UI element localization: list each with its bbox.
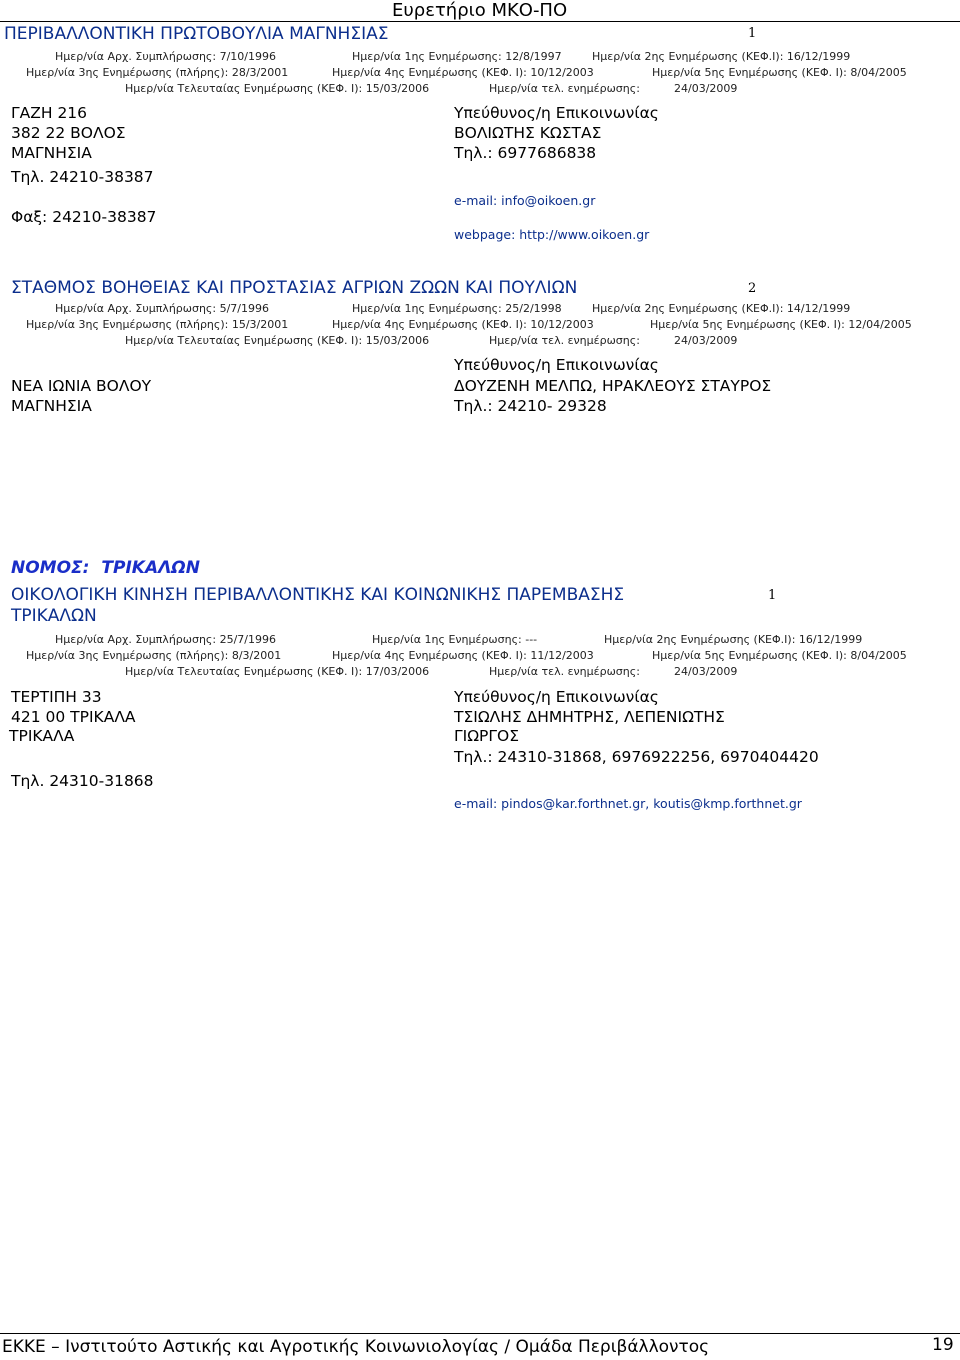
email-link[interactable]: e-mail: info@oikoen.gr <box>454 193 596 208</box>
address-line: 382 22 ΒΟΛΟΣ <box>11 124 126 142</box>
date-last-update: Ημερ/νία Τελευταίας Ενημέρωσης (ΚΕΦ. Ι): 17/03/2006 <box>125 665 430 678</box>
entry-title-line2: ΤΡΙΚΑΛΩΝ <box>11 606 97 626</box>
contact-name: ΒΟΛΙΩΤΗΣ ΚΩΣΤΑΣ <box>454 124 602 142</box>
date-update-1: Ημερ/νία 1ης Ενημέρωσης: 25/2/1998 <box>352 302 562 315</box>
date-final-label: Ημερ/νία τελ. ενημέρωσης: <box>489 665 640 678</box>
entry-number: 1 <box>768 588 777 603</box>
phone: Τηλ. 24210-38387 <box>11 168 154 186</box>
prefecture-heading <box>11 558 200 578</box>
date-initial: Ημερ/νία Αρχ. Συμπλήρωσης: 5/7/1996 <box>55 302 269 315</box>
date-update-3: Ημερ/νία 3ης Ενημέρωσης (πλήρης): 15/3/2001 <box>26 318 289 331</box>
date-final-label: Ημερ/νία τελ. ενημέρωσης: <box>489 334 640 347</box>
entry-title: ΣΤΑΘΜΟΣ ΒΟΗΘΕΙΑΣ ΚΑΙ ΠΡΟΣΤΑΣΙΑΣ ΑΓΡΙΩΝ ΖΩΩΝ ΚΑΙ ΠΟΥΛΙΩΝ <box>11 278 578 298</box>
date-update-3: Ημερ/νία 3ης Ενημέρωσης (πλήρης): 28/3/2001 <box>26 66 289 79</box>
date-initial: Ημερ/νία Αρχ. Συμπλήρωσης: 7/10/1996 <box>55 50 276 63</box>
footer-rule <box>0 1333 960 1334</box>
page-number: 19 <box>932 1335 954 1355</box>
date-update-4: Ημερ/νία 4ης Ενημέρωσης (ΚΕΦ. Ι): 10/12/2003 <box>332 66 594 79</box>
prefecture-label: ΝΟΜΟΣ: <box>11 558 90 578</box>
date-final-value: 24/03/2009 <box>674 665 738 678</box>
date-initial: Ημερ/νία Αρχ. Συμπλήρωσης: 25/7/1996 <box>55 633 276 646</box>
date-update-1: Ημερ/νία 1ης Ενημέρωσης: 12/8/1997 <box>352 50 562 63</box>
date-update-5: Ημερ/νία 5ης Ενημέρωσης (ΚΕΦ. Ι): 8/04/2005 <box>652 66 907 79</box>
date-last-update: Ημερ/νία Τελευταίας Ενημέρωσης (ΚΕΦ. Ι): 15/03/2006 <box>125 82 430 95</box>
date-update-4: Ημερ/νία 4ης Ενημέρωσης (ΚΕΦ. Ι): 11/12/2003 <box>332 649 594 662</box>
entry-number: 1 <box>748 26 757 41</box>
date-final-label: Ημερ/νία τελ. ενημέρωσης: <box>489 82 640 95</box>
date-final-value: 24/03/2009 <box>674 334 738 347</box>
contact-name: ΔΟΥΖΕΝΗ ΜΕΛΠΩ, ΗΡΑΚΛΕΟΥΣ ΣΤΑΥΡΟΣ <box>454 377 772 395</box>
footer-text: ΕΚΚΕ – Ινστιτούτο Αστικής και Αγροτικής Κοινωνιολογίας / Ομάδα Περιβάλλοντος <box>2 1337 710 1357</box>
contact-name-line2: ΓΙΩΡΓΟΣ <box>454 727 520 745</box>
prefecture-name: ΤΡΙΚΑΛΩΝ <box>101 558 200 578</box>
contact-phone: Τηλ.: 24310-31868, 6976922256, 6970404420 <box>454 748 819 766</box>
contact-label: Υπεύθυνος/η Επικοινωνίας <box>454 104 659 122</box>
page-header-title: Ευρετήριο ΜΚΟ-ΠΟ <box>392 0 568 21</box>
email-link[interactable]: e-mail: pindos@kar.forthnet.gr, koutis@kmp.forthnet.gr <box>454 796 802 811</box>
date-update-3: Ημερ/νία 3ης Ενημέρωσης (πλήρης): 8/3/2001 <box>26 649 282 662</box>
address-line: ΤΕΡΤΙΠΗ 33 <box>11 688 102 706</box>
webpage-link[interactable]: webpage: http://www.oikoen.gr <box>454 227 650 242</box>
date-update-5: Ημερ/νία 5ης Ενημέρωσης (ΚΕΦ. Ι): 12/04/2005 <box>650 318 912 331</box>
entry-title: ΠΕΡΙΒΑΛΛΟΝΤΙΚΗ ΠΡΩΤΟΒΟΥΛΙΑ ΜΑΓΝΗΣΙΑΣ <box>4 24 389 44</box>
address-line: 421 00 ΤΡΙΚΑΛΑ <box>11 708 136 726</box>
date-last-update: Ημερ/νία Τελευταίας Ενημέρωσης (ΚΕΦ. Ι): 15/03/2006 <box>125 334 430 347</box>
entry-number: 2 <box>748 281 757 296</box>
date-update-2: Ημερ/νία 2ης Ενημέρωσης (ΚΕΦ.Ι): 16/12/1999 <box>604 633 863 646</box>
address-line: ΓΑΖΗ 216 <box>11 104 88 122</box>
date-final-value: 24/03/2009 <box>674 82 738 95</box>
address-line: ΝΕΑ ΙΩΝΙΑ ΒΟΛΟΥ <box>11 377 152 395</box>
phone: Τηλ. 24310-31868 <box>11 772 154 790</box>
address-line: ΤΡΙΚΑΛΑ <box>9 727 75 745</box>
date-update-2: Ημερ/νία 2ης Ενημέρωσης (ΚΕΦ.Ι): 14/12/1999 <box>592 302 851 315</box>
contact-phone: Τηλ.: 24210- 29328 <box>454 397 607 415</box>
address-line: ΜΑΓΝΗΣΙΑ <box>11 397 92 415</box>
contact-phone: Τηλ.: 6977686838 <box>454 144 597 162</box>
date-update-2: Ημερ/νία 2ης Ενημέρωσης (ΚΕΦ.Ι): 16/12/1999 <box>592 50 851 63</box>
date-update-1: Ημερ/νία 1ης Ενημέρωσης: --- <box>372 633 538 646</box>
header-rule <box>0 21 960 22</box>
entry-title-line1: ΟΙΚΟΛΟΓΙΚΗ ΚΙΝΗΣΗ ΠΕΡΙΒΑΛΛΟΝΤΙΚΗΣ ΚΑΙ ΚΟΙΝΩΝΙΚΗΣ ΠΑΡΕΜΒΑΣΗΣ <box>11 585 625 605</box>
contact-name-line1: ΤΣΙΩΛΗΣ ΔΗΜΗΤΡΗΣ, ΛΕΠΕΝΙΩΤΗΣ <box>454 708 725 726</box>
fax: Φαξ: 24210-38387 <box>11 208 157 226</box>
date-update-5: Ημερ/νία 5ης Ενημέρωσης (ΚΕΦ. Ι): 8/04/2005 <box>652 649 907 662</box>
contact-label: Υπεύθυνος/η Επικοινωνίας <box>454 356 659 374</box>
contact-label: Υπεύθυνος/η Επικοινωνίας <box>454 688 659 706</box>
date-update-4: Ημερ/νία 4ης Ενημέρωσης (ΚΕΦ. Ι): 10/12/2003 <box>332 318 594 331</box>
address-line: ΜΑΓΝΗΣΙΑ <box>11 144 92 162</box>
